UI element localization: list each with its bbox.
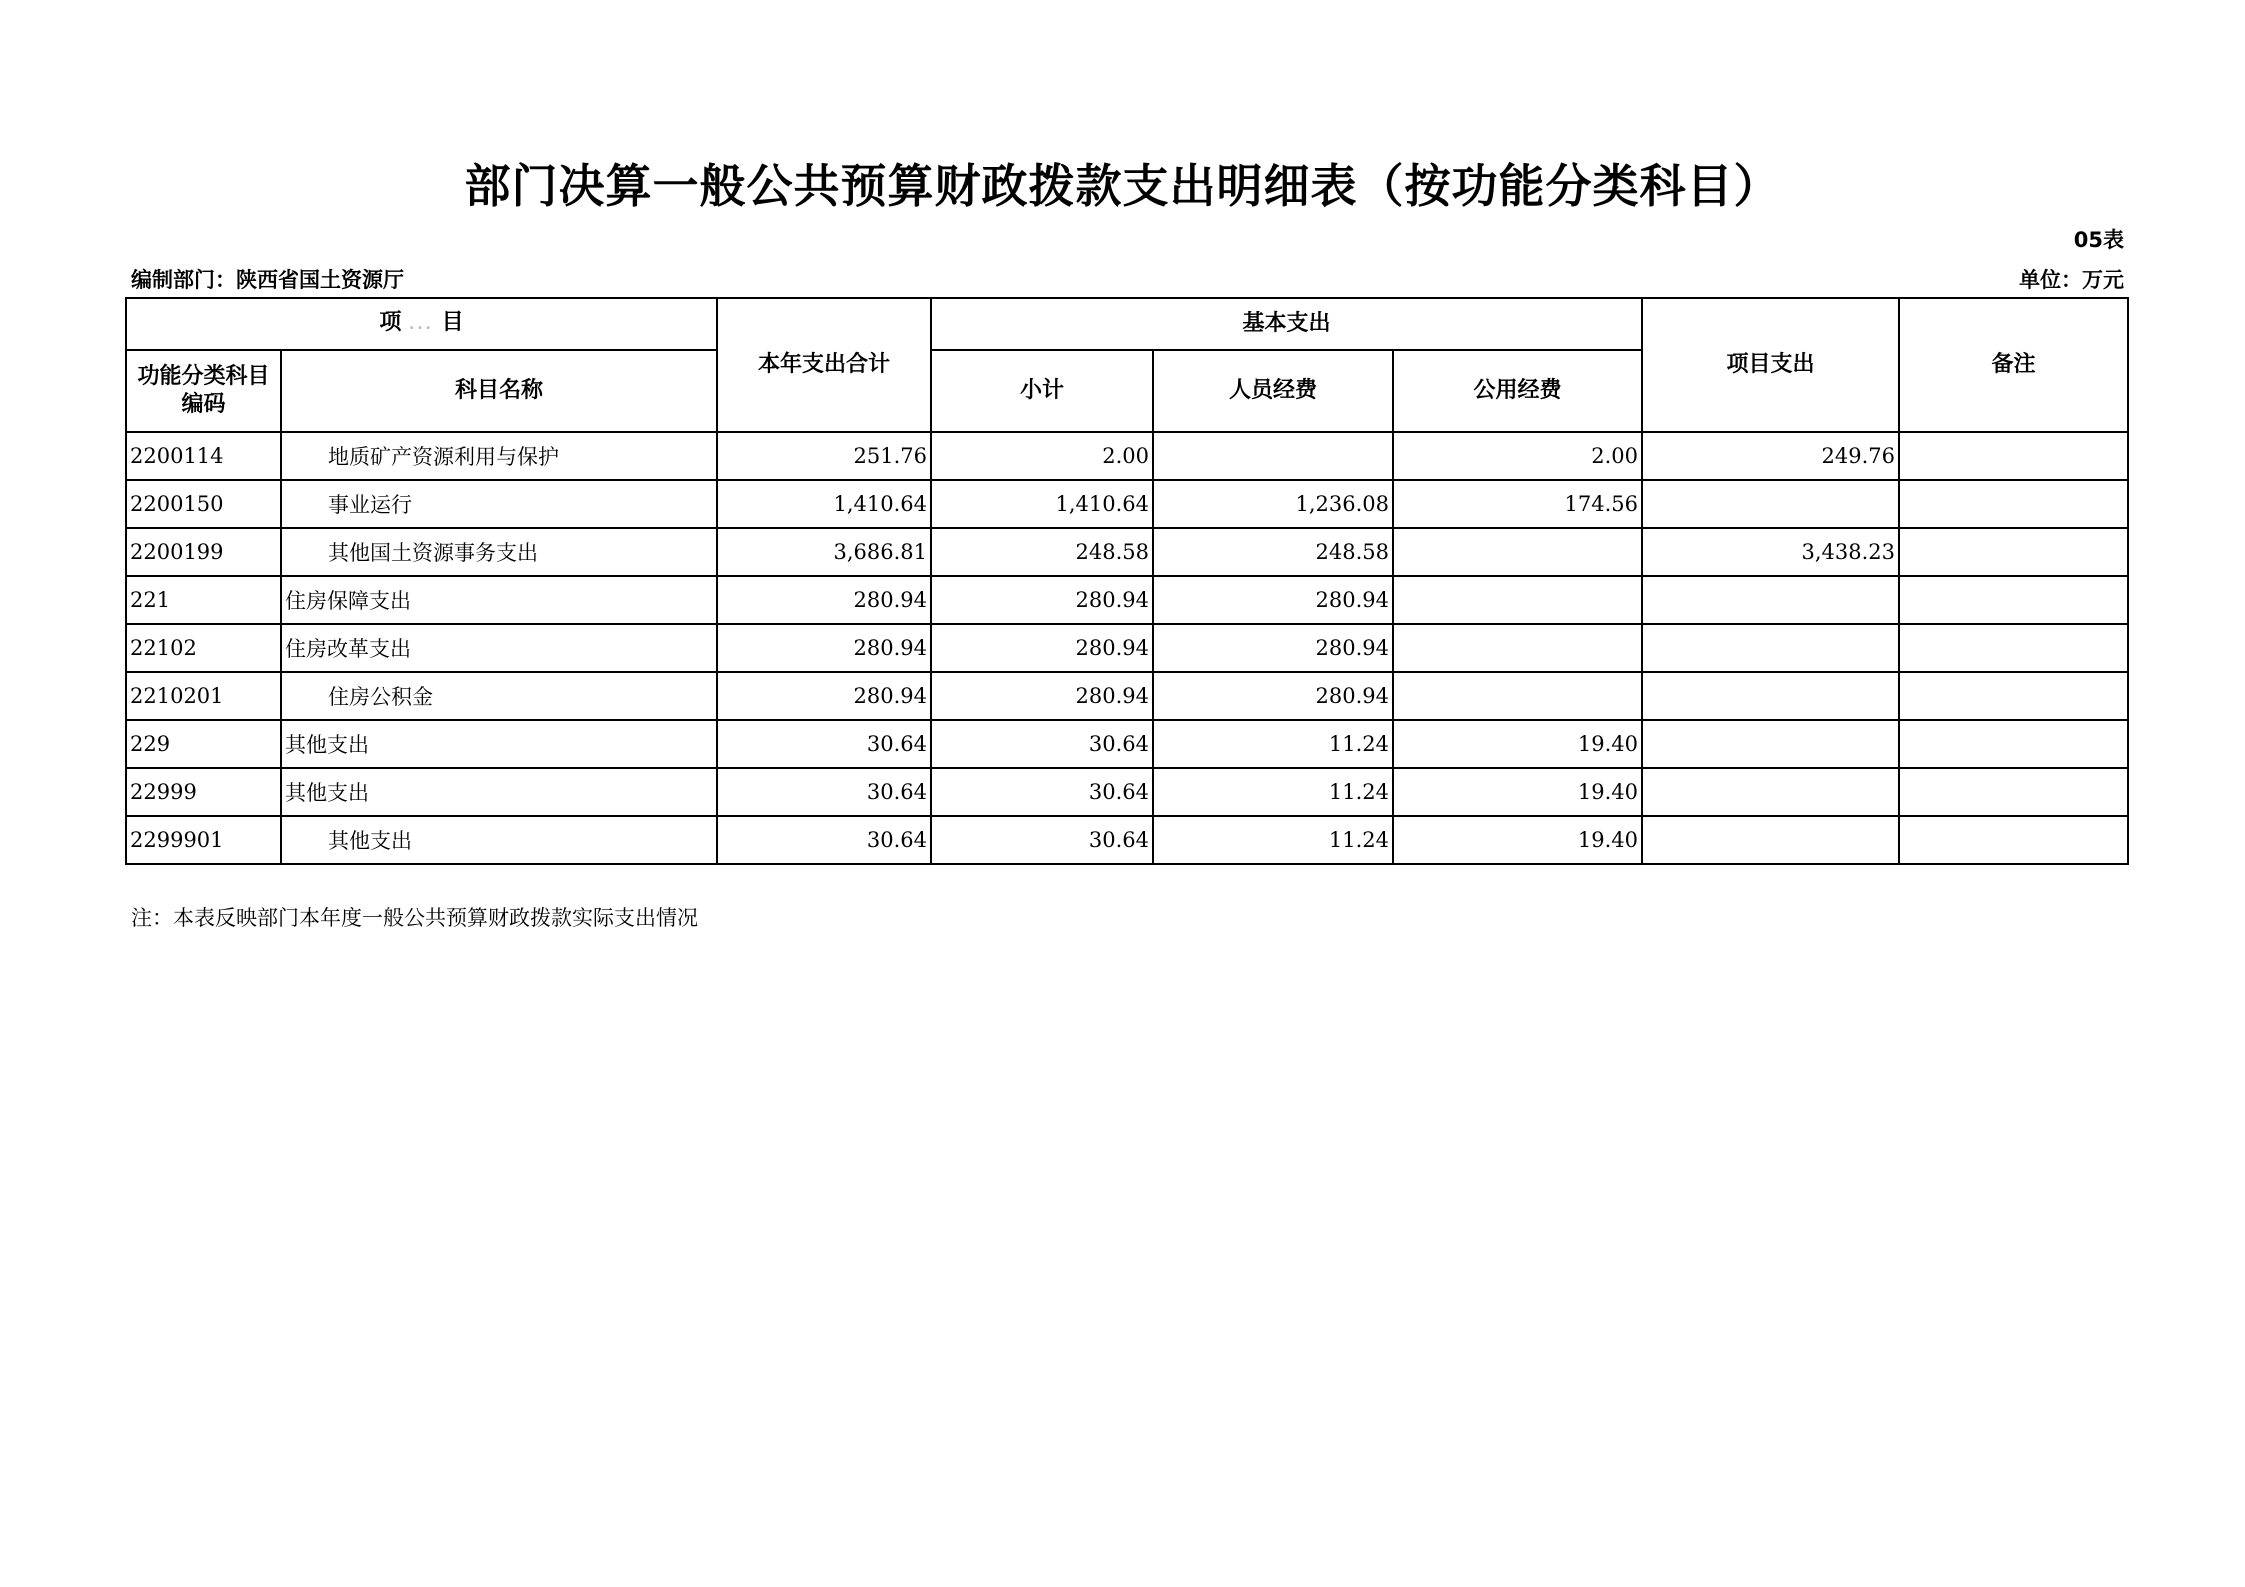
row-remark xyxy=(1899,576,2128,624)
table-row xyxy=(126,576,2128,624)
row-personnel: 280.94 xyxy=(1153,672,1393,720)
row-subtotal: 30.64 xyxy=(931,768,1153,816)
row-total: 3,686.81 xyxy=(717,528,931,576)
row-name: 其他支出 xyxy=(281,720,717,768)
row-public xyxy=(1393,672,1642,720)
table-row xyxy=(126,432,2128,480)
row-public xyxy=(1393,624,1642,672)
row-subtotal: 30.64 xyxy=(931,816,1153,864)
header-basic: 基本支出 xyxy=(931,298,1642,350)
header-personnel: 人员经费 xyxy=(1153,350,1393,432)
header-project: 项目支出 xyxy=(1642,298,1899,432)
row-code: 2200199 xyxy=(126,528,281,576)
row-subtotal: 280.94 xyxy=(931,624,1153,672)
row-code: 2200150 xyxy=(126,480,281,528)
row-remark xyxy=(1899,432,2128,480)
row-public: 19.40 xyxy=(1393,720,1642,768)
row-personnel: 1,236.08 xyxy=(1153,480,1393,528)
row-project: 3,438.23 xyxy=(1642,528,1899,576)
page-title: 部门决算一般公共预算财政拨款支出明细表（按功能分类科目） xyxy=(464,159,1781,213)
row-remark xyxy=(1899,720,2128,768)
row-total: 30.64 xyxy=(717,816,931,864)
row-total: 280.94 xyxy=(717,672,931,720)
row-subtotal: 280.94 xyxy=(931,576,1153,624)
row-name: 其他国土资源事务支出 xyxy=(281,528,717,576)
row-project xyxy=(1642,672,1899,720)
row-subtotal: 280.94 xyxy=(931,672,1153,720)
row-code: 2299901 xyxy=(126,816,281,864)
row-remark xyxy=(1899,528,2128,576)
row-personnel: 11.24 xyxy=(1153,816,1393,864)
row-name: 住房保障支出 xyxy=(281,576,717,624)
unit-label: 单位：万元 xyxy=(2019,268,2124,292)
row-project xyxy=(1642,816,1899,864)
row-name: 其他支出 xyxy=(281,768,717,816)
header-item-second: 目 xyxy=(441,310,464,335)
form-number: 05表 xyxy=(2073,228,2124,252)
row-project xyxy=(1642,624,1899,672)
table-row xyxy=(126,816,2128,864)
row-personnel: 280.94 xyxy=(1153,576,1393,624)
row-remark xyxy=(1899,816,2128,864)
row-code: 2210201 xyxy=(126,672,281,720)
row-name: 住房公积金 xyxy=(281,672,717,720)
table-row xyxy=(126,480,2128,528)
row-public: 19.40 xyxy=(1393,816,1642,864)
expenditure-table xyxy=(125,297,2129,865)
row-total: 251.76 xyxy=(717,432,931,480)
header-total: 本年支出合计 xyxy=(717,298,931,432)
row-project xyxy=(1642,576,1899,624)
header-code: 功能分类科目编码 xyxy=(126,350,281,432)
row-total: 30.64 xyxy=(717,720,931,768)
header-subtotal: 小计 xyxy=(931,350,1153,432)
table-row xyxy=(126,528,2128,576)
header-item xyxy=(126,298,717,350)
row-code: 22999 xyxy=(126,768,281,816)
row-personnel xyxy=(1153,432,1393,480)
row-code: 221 xyxy=(126,576,281,624)
row-total: 280.94 xyxy=(717,624,931,672)
table-row xyxy=(126,720,2128,768)
row-subtotal: 30.64 xyxy=(931,720,1153,768)
row-personnel: 11.24 xyxy=(1153,720,1393,768)
row-project: 249.76 xyxy=(1642,432,1899,480)
row-public: 174.56 xyxy=(1393,480,1642,528)
row-name: 住房改革支出 xyxy=(281,624,717,672)
department-label: 编制部门：陕西省国土资源厅 xyxy=(131,268,404,292)
footnote: 注：本表反映部门本年度一般公共预算财政拨款实际支出情况 xyxy=(131,906,698,930)
row-public xyxy=(1393,576,1642,624)
row-code: 22102 xyxy=(126,624,281,672)
row-remark xyxy=(1899,480,2128,528)
row-public: 2.00 xyxy=(1393,432,1642,480)
header-remark: 备注 xyxy=(1899,298,2128,432)
table-row xyxy=(126,624,2128,672)
row-subtotal: 248.58 xyxy=(931,528,1153,576)
row-personnel: 280.94 xyxy=(1153,624,1393,672)
table-row xyxy=(126,768,2128,816)
row-personnel: 11.24 xyxy=(1153,768,1393,816)
row-name: 其他支出 xyxy=(281,816,717,864)
header-public: 公用经费 xyxy=(1393,350,1642,432)
table-row xyxy=(126,672,2128,720)
row-name: 事业运行 xyxy=(281,480,717,528)
row-project xyxy=(1642,768,1899,816)
header-item-dots: ... xyxy=(409,317,434,333)
row-remark xyxy=(1899,768,2128,816)
row-project xyxy=(1642,480,1899,528)
row-total: 280.94 xyxy=(717,576,931,624)
header-name: 科目名称 xyxy=(281,350,717,432)
row-subtotal: 1,410.64 xyxy=(931,480,1153,528)
row-code: 229 xyxy=(126,720,281,768)
row-public: 19.40 xyxy=(1393,768,1642,816)
row-name: 地质矿产资源利用与保护 xyxy=(281,432,717,480)
row-remark xyxy=(1899,672,2128,720)
row-total: 30.64 xyxy=(717,768,931,816)
row-public xyxy=(1393,528,1642,576)
row-total: 1,410.64 xyxy=(717,480,931,528)
row-subtotal: 2.00 xyxy=(931,432,1153,480)
row-personnel: 248.58 xyxy=(1153,528,1393,576)
row-remark xyxy=(1899,624,2128,672)
row-project xyxy=(1642,720,1899,768)
header-row-1 xyxy=(126,298,2128,350)
row-code: 2200114 xyxy=(126,432,281,480)
header-item-first: 项 xyxy=(379,310,402,335)
